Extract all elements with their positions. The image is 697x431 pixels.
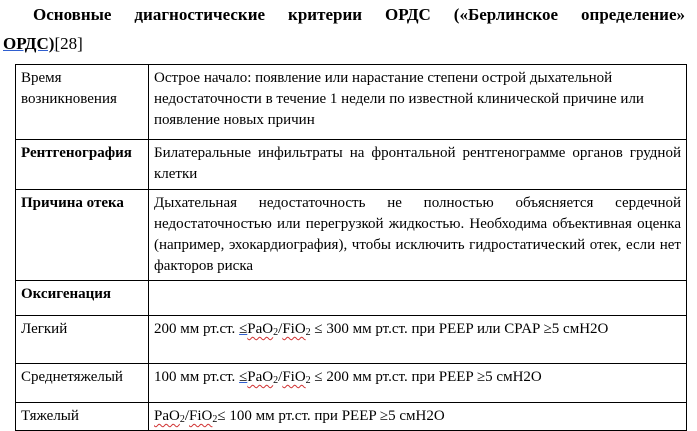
row-label: Оксигенация bbox=[16, 281, 149, 316]
row-label: Время возникновения bbox=[16, 65, 149, 140]
row-label: Рентгенография bbox=[16, 140, 149, 190]
caption-line-2 bbox=[3, 29, 697, 58]
table-row bbox=[16, 65, 687, 140]
caption-abbreviation: ОРДС) bbox=[3, 34, 55, 53]
row-value-empty bbox=[149, 281, 687, 316]
table-row bbox=[16, 403, 687, 431]
table-row bbox=[16, 364, 687, 403]
table-row bbox=[16, 140, 687, 190]
row-label: Причина отека bbox=[16, 190, 149, 281]
row-value: Билатеральные инфильтраты на фронтальной рентгенограмме органов грудной клетки bbox=[149, 140, 687, 190]
caption-reference: [28] bbox=[54, 34, 83, 53]
row-value: 100 мм рт.ст. ≤PaO$_2$/FiO$_2$ ≤ 200 мм рт.ст. при PEEP ≥5 смH2O bbox=[149, 364, 687, 403]
criteria-table bbox=[15, 64, 687, 431]
row-value: 200 мм рт.ст. ≤PaO$_2$/FiO$_2$ ≤ 300 мм рт.ст. при PEEP или CPAP ≥5 смH2O bbox=[149, 316, 687, 364]
table-caption bbox=[0, 0, 697, 58]
row-label: Среднетяжелый bbox=[16, 364, 149, 403]
row-label: Легкий bbox=[16, 316, 149, 364]
row-value: Острое начало: появление или нарастание степени острой дыхательной недостаточности в течение 1 недели по известной клинической причине или появление новых причин bbox=[149, 65, 687, 140]
row-value: PaO$_2$/FiO$_2$≤ 100 мм рт.ст. при PEEP ≥5 смH2O bbox=[149, 403, 687, 431]
row-value: Дыхательная недостаточность не полностью объясняется сердечной недостаточностью или перегрузкой жидкостью. Необходима объективная оценка (например, эхокардиография), чтобы исключить гидростатический отек, если нет факторов риска bbox=[149, 190, 687, 281]
caption-line-1: Основные диагностические критерии ОРДС («Берлинское определение» bbox=[33, 5, 685, 24]
row-label: Тяжелый bbox=[16, 403, 149, 431]
table-row bbox=[16, 316, 687, 364]
table-row bbox=[16, 190, 687, 281]
table-row bbox=[16, 281, 687, 316]
